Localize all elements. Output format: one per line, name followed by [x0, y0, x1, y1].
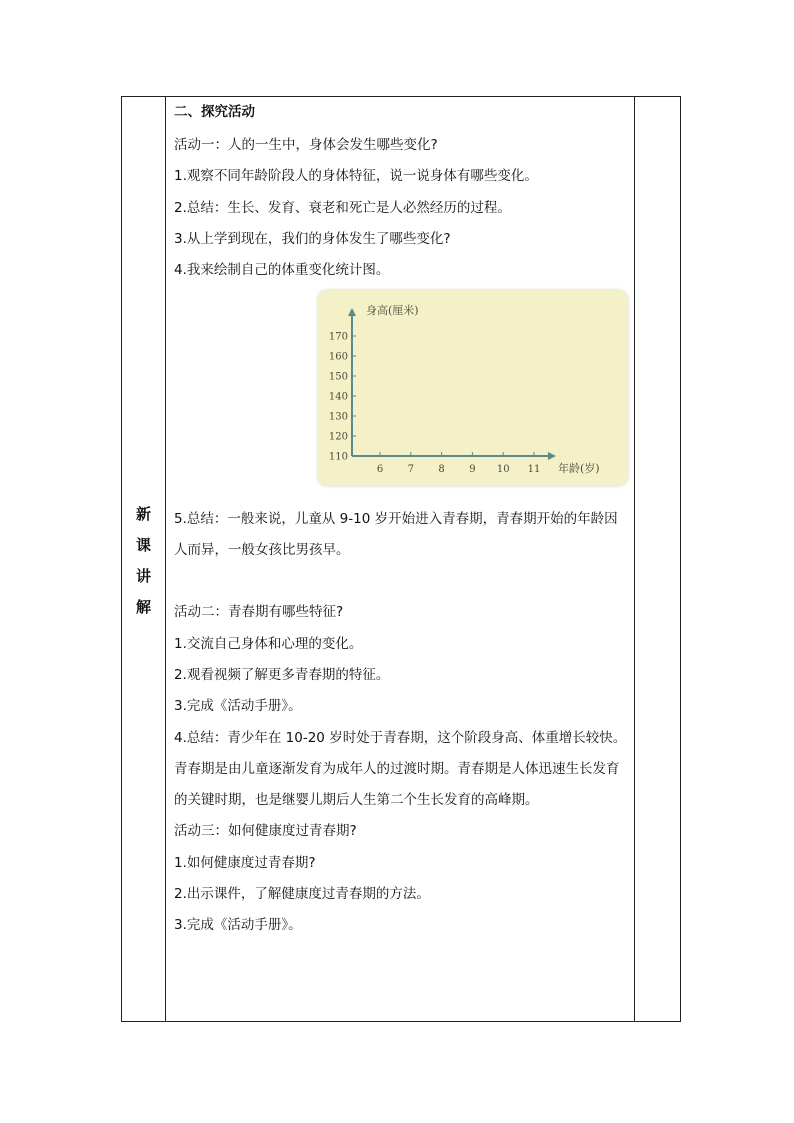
activity-1-item-3: 3.从上学到现在，我们的身体发生了哪些变化? — [174, 231, 451, 247]
y-tick-label: 170 — [328, 331, 348, 343]
column-divider-right — [634, 97, 635, 1021]
y-axis-title: 身高(厘米) — [366, 304, 419, 317]
x-axis-title: 年龄(岁) — [558, 462, 600, 475]
activity-3-item-3: 3.完成《活动手册》。 — [174, 917, 302, 933]
activity-2-title: 活动二：青春期有哪些特征? — [174, 604, 344, 620]
activity-2-summary-line-3: 的关键时期，也是继婴儿期后人生第二个生长发育的高峰期。 — [174, 792, 539, 808]
x-tick-label: 10 — [496, 464, 510, 475]
y-tick-label: 110 — [328, 451, 348, 463]
section-label-char: 新 — [135, 505, 151, 523]
x-tick-label: 6 — [376, 464, 384, 475]
section-label-char: 讲 — [135, 567, 151, 585]
activity-1-summary-line-1: 5.总结：一般来说，儿童从 9-10 岁开始进入青春期，青春期开始的年龄因 — [174, 511, 618, 527]
activity-2-summary-line-2: 青春期是由儿童逐渐发育为成年人的过渡时期。青春期是人体迅速生长发育 — [174, 761, 620, 777]
x-tick-label: 7 — [407, 464, 414, 475]
height-chart-svg — [318, 290, 628, 486]
section-label-char: 解 — [135, 598, 151, 616]
x-tick-label: 11 — [527, 464, 541, 475]
section-label-char: 课 — [135, 536, 151, 554]
y-tick-label: 140 — [328, 391, 348, 403]
x-axis-arrow-icon — [548, 452, 556, 460]
y-tick-label: 130 — [328, 411, 348, 423]
activity-1-item-2: 2.总结：生长、发育、衰老和死亡是人必然经历的过程。 — [174, 200, 511, 216]
x-tick-label: 9 — [469, 464, 476, 475]
activity-2-item-3: 3.完成《活动手册》。 — [174, 698, 302, 714]
column-divider-left — [165, 97, 166, 1021]
y-tick-label: 150 — [328, 371, 348, 383]
section-heading: 二、探究活动 — [174, 104, 255, 120]
height-chart — [318, 290, 628, 486]
y-tick-label: 120 — [328, 431, 348, 443]
activity-1-item-4: 4.我来绘制自己的体重变化统计图。 — [174, 262, 390, 278]
activity-1-item-1: 1.观察不同年龄阶段人的身体特征，说一说身体有哪些变化。 — [174, 168, 538, 184]
activity-1-summary-line-2: 人而异，一般女孩比男孩早。 — [174, 542, 350, 558]
y-axis-arrow-icon — [348, 308, 356, 316]
y-tick-label: 160 — [328, 351, 348, 363]
activity-1-title: 活动一：人的一生中，身体会发生哪些变化? — [174, 137, 438, 153]
activity-2-summary-line-1: 4.总结：青少年在 10-20 岁时处于青春期，这个阶段身高、体重增长较快。 — [174, 730, 627, 746]
x-tick-label: 8 — [438, 464, 445, 475]
activity-2-item-2: 2.观看视频了解更多青春期的特征。 — [174, 667, 390, 683]
lesson-table — [121, 96, 681, 1022]
activity-3-title: 活动三：如何健康度过青春期? — [174, 823, 357, 839]
section-label-new-lesson — [122, 499, 165, 623]
activity-2-item-1: 1.交流自己身体和心理的变化。 — [174, 636, 363, 652]
activity-3-item-1: 1.如何健康度过青春期? — [174, 855, 316, 871]
activity-3-item-2: 2.出示课件，了解健康度过青春期的方法。 — [174, 886, 430, 902]
